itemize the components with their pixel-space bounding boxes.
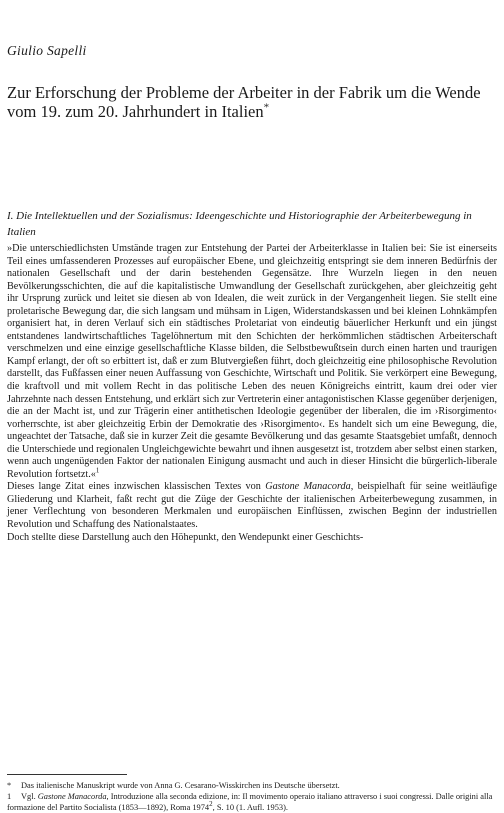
quote-footnote-marker: 1 [95, 466, 100, 475]
article-title [7, 83, 497, 121]
section-heading: I. Die Intellektuellen und der Sozialismus: Ideengeschichte und Historiographie der Arbeiterbewegung in Italien [7, 210, 472, 238]
footnote-star-marker: * [7, 781, 12, 790]
title-footnote-marker: * [263, 101, 270, 114]
footnote-1-start: Vgl. [21, 791, 38, 801]
author-name: Giulio Sapelli [7, 43, 87, 58]
quote-text: »Die unterschiedlichsten Umstände tragen zur Entstehung der Partei der Arbeiterklasse in Italien bei: Sie ist einerseits Teil eines umfassenderen Prozesses auf europäischer Ebene, und gleichzeitig entspringt sie dem inneren Bedürfnis der nationalen Gesellschaft und der darin bestehenden Gegensätze. Ihre Wurzeln liegen in den neuen Bevölkerungsschichten, die auf die kapitalistische Umwandlung der Gesellschaft zurückgehen, aber gleichzeitig geht ihr Ursprung zurück und leitet sie diesen ab von Idealen, die weit zurück in der Vergangenheit liegen. Sie stellt eine proletarische Bewegung dar, die sich langsam und mühsam in Ligen, Widerstandskassen und bei kleinen Lohnkämpfen organisiert hat, in deren Verlauf sich ein städtisches Proletariat von eindeutig bäuerlicher Herkunft und ein jüngst entstandenes landwirtschaftliches Tagelöhnertum mit den Schichten der herkömmlichen städtischen Arbeiterschaft verschmelzen und eine einzige gesellschaftliche Klasse bilden, die Selbstbewußtsein durch einen harten und traurigen Kampf erlangt, der oft so erbittert ist, daß er zum Blutvergießen führt, doch gleichzeitig eine philosophische Revolution darstellt, das Fußfassen einer neuen Auffassung von Geschichte, Wirtschaft und Politik. Sie verkörpert eine Bewegung, die kraftvoll und mit vollem Recht in das politische Leben des neuen Königreichs eintritt, kaum drei oder vier Jahrzehnte nach dessen Entstehung, und erklärt sich zur Vertreterin einer antagonistischen Klasse gegenüber derjenigen, die an der Macht ist, und zur Trägerin einer antithetischen Ideologie gegenüber der liberalen, die im ›Risorgimento‹ vorherrschte, ist aber gleichzeitig Erbin der Demokratie des ›Risorgimento‹. Es handelt sich um eine Bewegung, die, ungeachtet der Tatsache, daß sie in kurzer Zeit die gesamte Bevölkerung und das gesamte Staatsgebiet umfaßt, dennoch die Unterschiede und regionalen Ungleichgewichte bewahrt und ihnen ausgesetzt ist, trotzdem aber selbst einen starken, wenn auch ungenügenden Faktor der nationalen Einigung ausmacht und auch in dieser Hinsicht die bürgerlich-liberale Revolution fortsetzt.« [7, 243, 497, 480]
paragraph-2-author-name: Gastone Manacorda [265, 481, 351, 493]
paragraph-2 [7, 481, 497, 531]
footnote-star [7, 781, 497, 792]
footnote-1-mid: , Introduzione alla seconda edizione, in: Il movimento operaio italiano attraverso i suoi congressi. Dalle origini alla formazione del Partito Socialista (1853—1892), Roma 1974 [7, 791, 493, 812]
footnote-1-end: , S. 10 (1. Aufl. 1953). [212, 802, 288, 812]
footnote-1 [7, 792, 497, 813]
quote-paragraph [7, 243, 497, 481]
paragraph-2-start: Dieses lange Zitat eines inzwischen klassischen Textes von [7, 481, 266, 493]
footnote-divider [7, 774, 127, 775]
article-title-text: Zur Erforschung der Probleme der Arbeiter in der Fabrik um die Wende vom 19. zum 20. Jahrhundert in Italien [7, 83, 481, 121]
footnote-1-marker: 1 [7, 791, 12, 801]
footnote-1-edition-sup: 2 [209, 799, 213, 808]
footnotes [7, 781, 497, 813]
footnote-1-author-name: Gastone Manacorda [37, 791, 107, 801]
paragraph-2-end: , beispielhaft für seine weitläufige Gliederung und Klarheit, faßt recht gut die Züge der Geschichte der italienischen Arbeiterbewegung zusammen, in jener Verflechtung von besonderen Merkmalen und europäischen Einflüssen, zwischen Beginn der industriellen Revolution und Schaffung des Nationalstaates. [7, 481, 497, 531]
paragraph-3: Doch stellte diese Darstellung auch den Höhepunkt, den Wendepunkt einer Geschichts- [7, 531, 364, 543]
footnote-star-text: Das italienische Manuskript wurde von Anna G. Cesarano-Wisskirchen ins Deutsche übersetzt. [21, 781, 340, 790]
body-text [7, 243, 497, 544]
